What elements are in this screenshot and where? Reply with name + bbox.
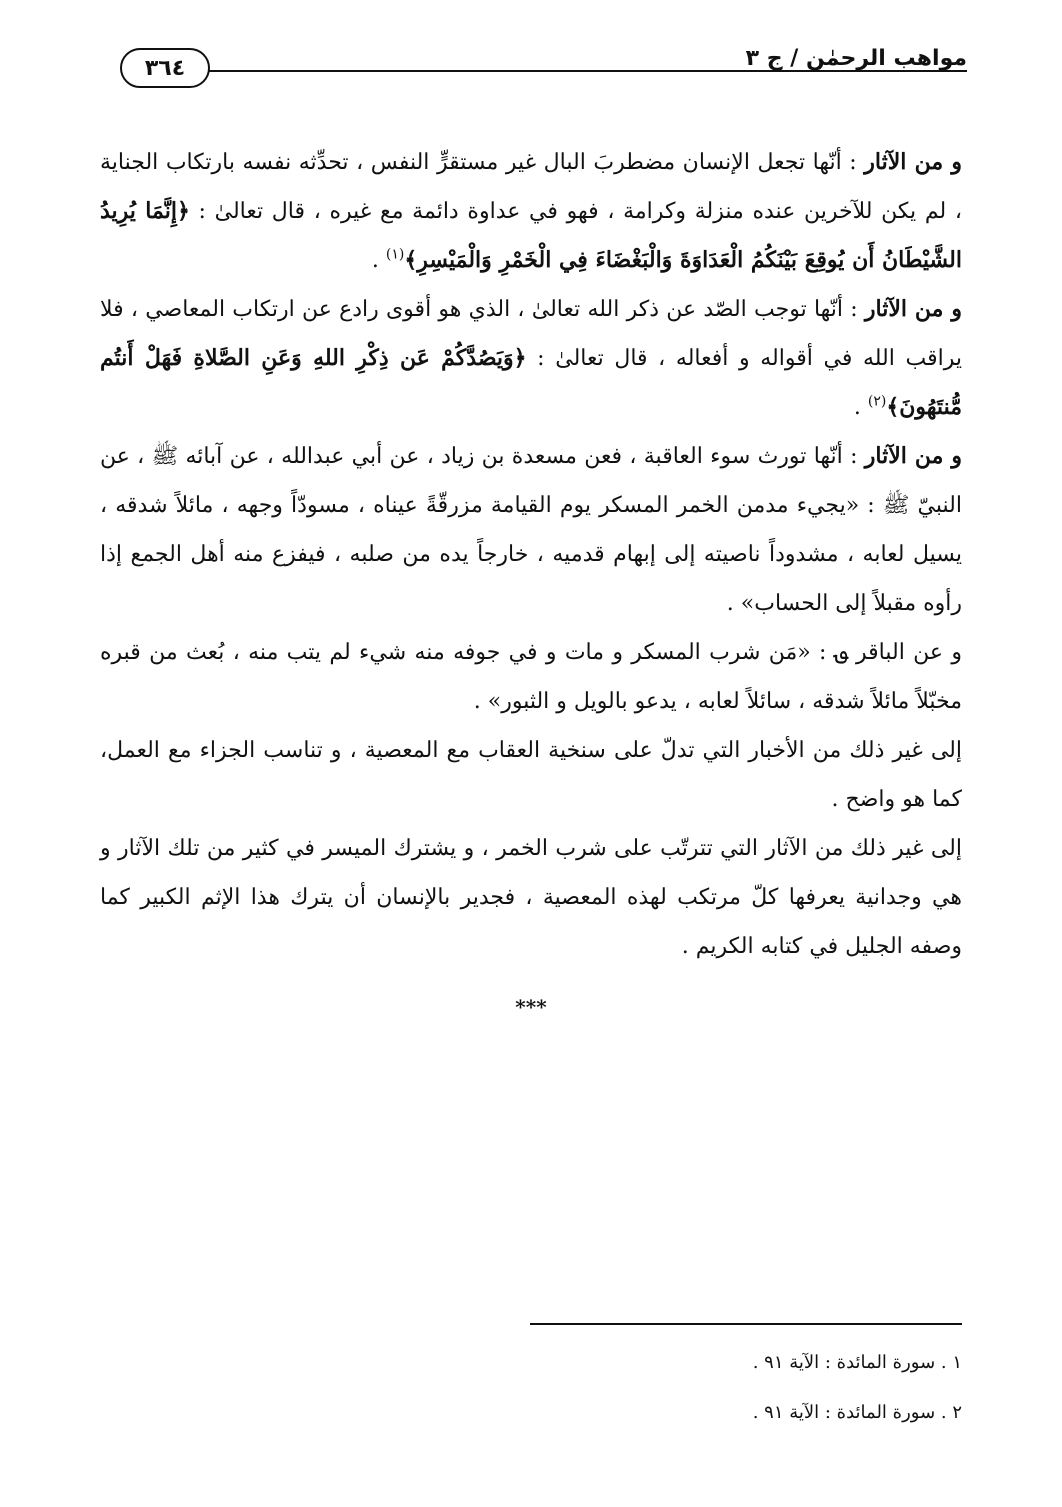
footnote-1: ١ . سورة المائدة : الآية ٩١ . [752,1352,962,1373]
paragraph-lead: و من الآثار [864,296,962,322]
paragraph-text: : أنّها تورث سوء العاقبة ، فعن مسعدة بن زياد ، عن أبي عبدالله ، عن آبائه ﷺ ، عن النبيّ ﷺ : «يجيء مدمن الخمر المسكر يوم القيامة مزرقّةً عيناه ، مسودّاً وجهه ، مائلاً شدقه ، يسيل لعابه ، مشدوداً ناصيته إلى إبهام قدميه ، خارجاً يده من صلبه ، فيفزع منه أهل الجمع إذا رأوه مقبلاً إلى الحساب» . [100,444,962,616]
paragraph-effects-2 [100,285,962,432]
footnotes [532,1338,962,1438]
paragraph-akhbar: إلى غير ذلك من الأخبار التي تدلّ على سنخية العقاب مع المعصية ، و تناسب الجزاء مع العمل، كما هو واضح . [100,738,962,812]
paragraph-baqir-hadith: و عن الباقر ؈ : «مَن شرب المسكر و مات و في جوفه منه شيء لم يتب منه ، بُعث من قبره مخبّلاً مائلاً شدقه ، سائلاً لعابه ، يدعو بالويل و الثبور» . [100,640,962,714]
footnote-ref-1[interactable]: (١) [385,246,405,263]
footnote-2: ٢ . سورة المائدة : الآية ٩١ . [752,1402,962,1423]
paragraph-text: : أنّها توجب الصّد عن ذكر الله تعالىٰ ، الذي هو أقوى رادع عن ارتكاب المعاصي ، فلا يراقب الله في أقواله و أفعاله ، قال تعالىٰ : [100,297,962,371]
page-title: مواهب الرحمٰن / ج ٣ [745,46,967,71]
body-text [100,138,962,1032]
paragraph-text: : أنّها تجعل الإنسان مضطربَ البال غير مستقرٍّ النفس ، تحدِّثه نفسه بارتكاب الجناية ، لم يكن للآخرين عنده منزلة وكرامة ، فهو في عداوة دائمة مع غيره ، قال تعالىٰ : [100,150,962,224]
paragraph-lead: و من الآثار [864,149,962,175]
quran-verse: ﴿وَيَصُدَّكُمْ عَن ذِكْرِ اللهِ وَعَنِ الصَّلاةِ فَهَلْ أَنتُم مُّنتَهُونَ﴾ [100,345,962,420]
page-header [95,28,967,100]
paragraph-end: . [853,395,868,420]
paragraph-conclusion: إلى غير ذلك من الآثار التي تترتّب على شرب الخمر ، و يشترك الميسر في كثير من تلك الآثار و هي وجدانية يعرفها كلّ مرتكب لهذه المعصية ، فجدير بالإنسان أن يترك هذا الإثم الكبير كما وصفه الجليل في كتابه الكريم . [100,836,962,959]
paragraph-lead: و من الآثار [864,443,962,469]
quran-verse: ﴿إِنَّمَا يُرِيدُ الشَّيْطَانُ أَن يُوقِعَ بَيْنَكُمُ الْعَدَاوَةَ وَالْبَغْضَاءَ فِي الْخَمْرِ وَالْمَيْسِرِ﴾ [100,198,962,273]
footnote-rule [530,1323,962,1325]
section-separator: *** [515,995,547,1019]
page-number: ٣٦٤ [120,48,210,88]
footnote-ref-2[interactable]: (٢) [867,393,887,410]
paragraph-effects-1 [100,138,962,285]
paragraph-end: . [371,248,386,273]
paragraph-effects-3 [100,432,962,628]
